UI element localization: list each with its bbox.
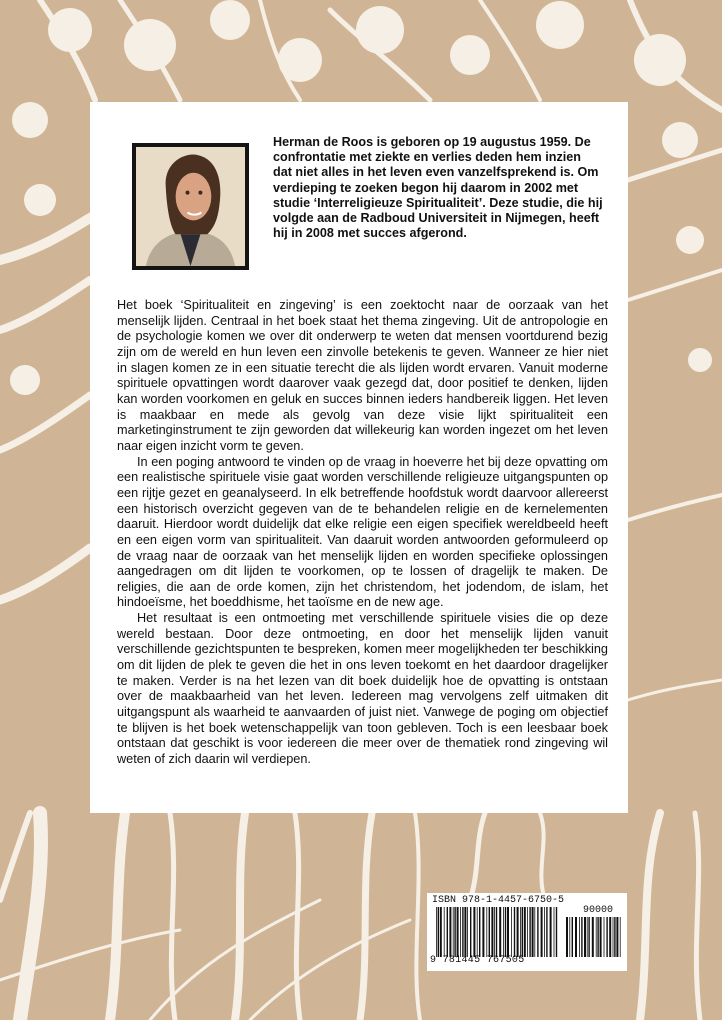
- blurb-paragraph-3: Het resultaat is een ontmoeting met verschillende spirituele visies die op deze wereld bestaan. Door deze ontmoeting, en door het menselijk lijden vanuit verschillende gezichtspunten te bespreken, komen meer mogelijkheden ter beschikking om dit lijden de plek te geven die het in ons leven toekomt en het daardoor dragelijker te maken. Verder is na het lezen van dit boek duidelijk hoe de opvatting is ontstaan over de maakbaarheid van het leven. Iedereen mag vervolgens zelf uitmaken dit uitgangspunt als waarheid te aanvaarden of juist niet. Vanwege de poging om objectief te blijven is het boek wetenschappelijk van toon gebleven. Toch is een leesbaar boek ontstaan dat geschikt is voor iedereen die meer over de thematiek rond zingeving wil weten of zich daarin wil verdiepen.: [117, 611, 608, 767]
- barcode-bar: [517, 907, 519, 957]
- blurb-paragraph-2: In een poging antwoord te vinden op de vraag in hoeverre het bij deze opvatting om een realistische spirituele visie gaat worden verschillende religieuze uitgangspunten op een rijtje gezet en geanalyseerd. In elk betreffende hoofdstuk wordt daarvoor allereerst een historisch overzicht gegeven van de te behandelen religie en de kernelementen daaruit. Hierdoor wordt duidelijk dat elke religie een eigen specifiek wereldbeeld heeft en een eigen vorm van spiritualiteit. Van daaruit worden antwoorden geformuleerd op de vraag naar de oorzaak van het menselijk lijden en worden specifieke oplossingen aangedragen om dit lijden te voorkomen, op te lossen of dragelijk te maken. De religies, die aan de orde komen, zijn het christendom, het jodendom, de islam, het hindoeïsme, het boeddhisme, het taoïsme en de new age.: [117, 454, 608, 610]
- barcode-bar: [447, 907, 448, 957]
- isbn-barcode: [427, 893, 627, 971]
- barcode-bar: [464, 907, 466, 957]
- barcode-bar: [511, 907, 512, 957]
- barcode-bar: [620, 917, 621, 957]
- barcode-bar: [614, 917, 615, 957]
- barcode-bar: [600, 917, 602, 957]
- barcode-bar: [457, 907, 459, 957]
- barcode-bar: [460, 907, 461, 957]
- barcode-bar: [554, 907, 555, 957]
- barcode-bar: [462, 907, 463, 957]
- barcode-bar: [569, 917, 570, 957]
- author-photo: [136, 147, 245, 266]
- barcode-bar: [597, 917, 598, 957]
- barcode-bar: [556, 907, 557, 957]
- barcode-bar: [444, 907, 445, 957]
- barcode-bar: [505, 907, 506, 957]
- barcode-bar: [587, 917, 588, 957]
- barcode-bar: [606, 917, 607, 957]
- barcode-bar: [527, 907, 528, 957]
- blurb-text: [117, 298, 608, 768]
- barcode-bar: [491, 907, 493, 957]
- barcode-bar: [477, 907, 478, 957]
- barcode-bar: [541, 907, 543, 957]
- barcode-bar: [449, 907, 451, 957]
- barcode-bar: [532, 907, 534, 957]
- barcode-bar: [609, 917, 611, 957]
- isbn-label: ISBN 978-1-4457-6750-5: [432, 895, 565, 906]
- barcode-bar: [616, 917, 618, 957]
- barcode-bar: [546, 907, 547, 957]
- barcode-bar: [596, 917, 597, 957]
- barcode-bar: [575, 917, 577, 957]
- barcode-bar: [529, 907, 530, 957]
- barcode-bar: [550, 907, 552, 957]
- barcode-bar: [522, 907, 523, 957]
- barcode-bar: [494, 907, 495, 957]
- barcode-bar: [588, 917, 589, 957]
- barcode-addon-bars: [565, 917, 623, 957]
- barcode-bar: [470, 907, 471, 957]
- barcode-bar: [534, 907, 535, 957]
- barcode-bar: [438, 907, 439, 957]
- author-portrait: [132, 143, 249, 270]
- barcode-bar: [520, 907, 521, 957]
- barcode-bar: [581, 917, 582, 957]
- barcode-bar: [584, 917, 586, 957]
- barcode-bar: [467, 907, 468, 957]
- barcode-bar: [436, 907, 437, 957]
- barcode-bar: [592, 917, 594, 957]
- barcode-bar: [604, 917, 605, 957]
- barcode-bar: [579, 917, 580, 957]
- barcode-bar: [473, 907, 475, 957]
- barcode-bar: [479, 907, 480, 957]
- barcode-bar: [507, 907, 509, 957]
- barcode-bar: [613, 917, 614, 957]
- barcode-bar: [499, 907, 501, 957]
- barcode-bar: [514, 907, 515, 957]
- barcode-bar: [489, 907, 490, 957]
- blurb-paragraph-1: Het boek ‘Spiritualiteit en zingeving’ is een zoektocht naar de oorzaak van het menselijk lijden. Centraal in het boek staat het thema zingeving. Uit de antropologie en de psychologie komen we over dit onderwerp te weten dat mensen voortdurend bezig zijn om de wereld en hun leven een zinvolle betekenis te geven. Wanneer ze hier niet in slagen komen ze in een situatie terecht die als lijden wordt ervaren. Vanuit moderne spirituele opvattingen wordt daarover vaak gezegd dat, door positief te denken, lijden kan worden voorkomen en geluk en succes binnen ieders handbereik liggen. Het leven is maakbaar en mede als gevolg van deze visie lijkt spiritualiteit een marketinginstrument te zijn geworden dat willekeurig kan worden ingezet om het leven naar eigen inzicht vorm te geven.: [117, 298, 608, 453]
- barcode-bar: [440, 907, 442, 957]
- barcode-bar: [496, 907, 497, 957]
- price-code: 90000: [583, 905, 614, 916]
- barcode-bar: [482, 907, 484, 957]
- author-bio: Herman de Roos is geboren op 19 augustus 1959. De confrontatie met ziekte en verlies deden hem inzien dat niet alles in het leven even vanzelfsprekend is. Om verdieping te zoeken begon hij daarom in 2002 met studie ‘Interreligieuze Spiritualiteit’. Deze studie, die hij volgde aan de Radboud Universiteit in Nijmegen, heeft hij in 2008 met succes afgerond.: [273, 135, 603, 241]
- barcode-bar: [454, 907, 455, 957]
- barcode-bar: [503, 907, 504, 957]
- barcode-bar: [537, 907, 538, 957]
- barcode-bar: [524, 907, 526, 957]
- barcode-bar: [572, 917, 573, 957]
- barcode-bar: [453, 907, 454, 957]
- barcode-bar: [544, 907, 545, 957]
- barcode-bar: [566, 917, 568, 957]
- isbn-digits: 9 781445 767505: [430, 955, 525, 966]
- barcode-bar: [486, 907, 487, 957]
- barcode-main-bars: [435, 907, 559, 957]
